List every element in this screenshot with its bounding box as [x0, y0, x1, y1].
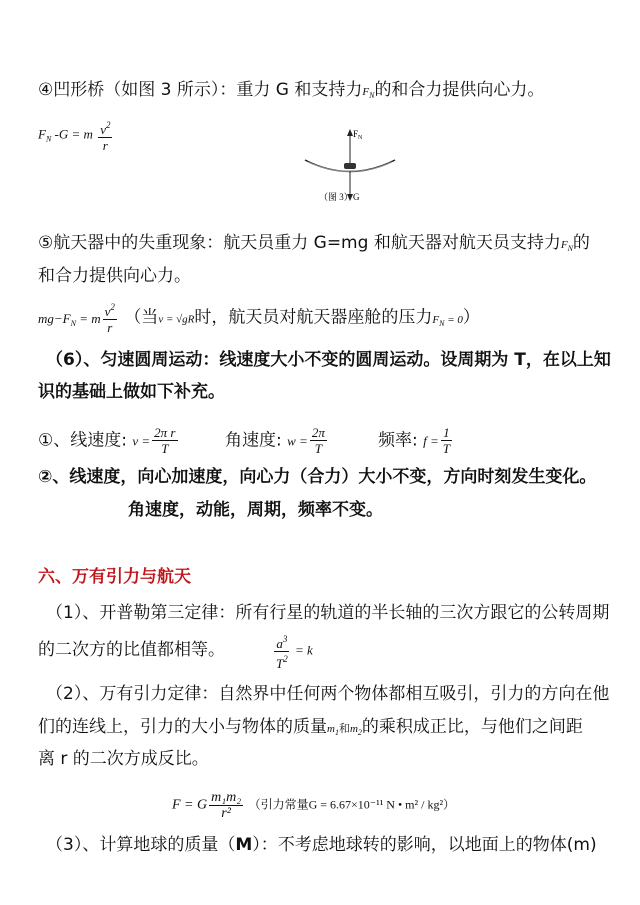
- bridge-text-suffix: 的和合力提供向心力。: [374, 80, 545, 100]
- kepler-line-2: 的二次方的比值都相等。: [38, 640, 225, 660]
- bridge-text-prefix: ④凹形桥（如图 3 所示）：重力 G 和支持力: [38, 80, 363, 100]
- weightless-equation: $mg-F_N = m$ $\frac{v^2}{r}$ （当v = √gR时，航天员对航天器座舱的压力$F_N = 0$）: [38, 302, 480, 335]
- earth-mass-line: （3）、计算地球的质量（M）：不考虑地球转的影响，以地面上的物体(m): [46, 835, 597, 855]
- invariant-note-1: ②、线速度，向心加速度，向心力（合力）大小不变，方向时刻发生变化。: [38, 467, 597, 487]
- figure-caption: （图 3）: [319, 192, 353, 202]
- gravitation-line-1: （2）、万有引力定律：自然界中任何两个物体都相互吸引，引力的方向在他: [46, 684, 610, 704]
- fn-symbol: $F_N$: [560, 239, 573, 253]
- fn-label: $F_N$: [353, 129, 363, 141]
- angular-speed: 角速度: w = $\frac{2\pi}{T}$: [225, 425, 325, 456]
- gravitation-equation: F = G $\frac{\text{m₁m₂}}{\text{r²}}$ （引力常量G = 6.67×10⁻¹¹ N • m² / kg²）: [172, 790, 456, 821]
- linear-speed-label: ①、线速度:: [38, 430, 127, 451]
- uniform-circular-line-1: （6）、匀速圆周运动：线速度大小不变的圆周运动。设周期为 T，在以上知: [46, 350, 611, 370]
- chapter-heading: 六、万有引力与航天: [38, 567, 191, 587]
- g-label: G: [353, 192, 360, 202]
- linear-speed-fraction: $\frac{\text{2π r}}{T}$: [154, 425, 176, 456]
- invariant-note-2: 角速度，动能，周期，频率不变。: [128, 500, 383, 520]
- car-shape: [344, 163, 356, 169]
- uniform-circular-line-2: 识的基础上做如下补充。: [38, 382, 225, 402]
- gravitation-line-3: 离 r 的二次方成反比。: [38, 749, 209, 769]
- bridge-figure: [300, 125, 400, 205]
- formula-row: ①、线速度: v = $\frac{\text{2π r}}{T}$: [38, 425, 176, 456]
- bridge-line: [38, 80, 544, 106]
- frequency: 频率: f = $\frac{1}{T}$: [378, 425, 451, 456]
- bridge-equation: $F_N$ -G = m $\frac{v^2}{r}$: [38, 120, 111, 153]
- gravitation-line-2: 们的连线上，引力的大小与物体的质量$m_1$和$m_2$的乘积成正比，与他们之间距: [38, 717, 583, 737]
- fn-symbol: $F_N$: [362, 86, 375, 100]
- kepler-line-1: （1）、开普勒第三定律：所有行星的轨道的半长轴的三次方跟它的公转周期: [46, 603, 610, 623]
- weightless-line-1: ⑤航天器中的失重现象：航天员重力 G=mg 和航天器对航天员支持力$F_N$的: [38, 233, 590, 253]
- kepler-equation: $\frac{a^3}{T^2}$ = k: [276, 634, 313, 671]
- gravitational-constant-note: （引力常量G = 6.67×10⁻¹¹ N • m² / kg²）: [248, 797, 456, 812]
- weightless-line-2: 和合力提供向心力。: [38, 266, 191, 286]
